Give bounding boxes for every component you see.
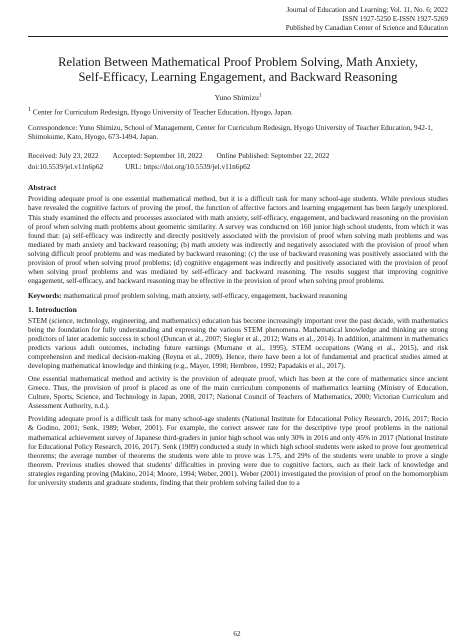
received-date: Received: July 23, 2022 [28, 151, 99, 161]
correspondence: Correspondence: Yuno Shimizu, School of Management, Center for Curriculum Redesign, Hyogo University of Teacher Education, 942-1, Shimokume, Kato, Hyogo, 673-1494, Japan. [28, 122, 433, 141]
dates-line [28, 151, 448, 160]
abstract-text: Providing adequate proof is one essential mathematical method, but it is a difficult task for many school-age students. While previous studies have revealed the cognitive factors of proving the proof, the function of affective factors and learning engagement has been largely unexplored. This study examined the effects and processes associated with math anxiety, self-efficacy, engagement, and backward reasoning on the provision of proof when solving math problems about geometric similarity. A survey was conducted on 160 junior high school students, from which it was found that: (a) self-efficacy was indirectly and directly positively associated with the provision of proof when solving math problems and was mediated by math anxiety and backward reasoning; (b) math anxiety was indirectly and negatively associated with the provision of proof when solving difficult proof problems and was mediated by backward reasoning; (c) the use of backward reasoning was positively associated with the provision of proof when solving proof problems; (d) cognitive engagement was indirectly and positively associated with the provision of proof when solving proof problems and was mediated by self-efficacy and backward reasoning. The results suggest that improving cognitive engagement, self-efficacy, and backward reasoning may be effective in the provision of proof when solving proof problems. [28, 195, 448, 285]
keywords-text: mathematical proof problem solving, math anxiety, self-efficacy, engagement, backward reasoning [61, 291, 348, 300]
author-sup: 1 [258, 93, 262, 99]
online-date: Online Published: September 22, 2022 [216, 151, 330, 161]
keywords [28, 292, 448, 301]
abstract-heading: Abstract [28, 183, 57, 193]
accepted-date: Accepted: September 10, 2022 [112, 151, 203, 161]
journal-issn: ISSN 1927-5250 E-ISSN 1927-5269 [342, 15, 448, 23]
journal-header [28, 0, 448, 33]
header-rule [28, 36, 448, 37]
intro-paragraph-1: STEM (science, technology, engineering, and mathematics) education has become increasingly important over the past decade, with mathematics being the foundation for fully understanding and expressing the various STEM phenomena. Mathematical knowledge and thinking are strong predictors of later academic success in school (Duncan et al., 2007; Siegler et al., 2012; Watts et al., 2014). In addition, attainment in mathematics predicts various adult outcomes, including future earnings (Murnane et al., 1995), STEM occupations (Wang et al., 2015), and risk comprehension and medical decision-making (Reyna et al., 2009). Hence, there have been a lot of fundamental and practical studies aimed at developing mathematical knowledge and thinking (e.g., Mayer, 1998; Hembree, 1992; Papadakis et al., 2017). [28, 316, 448, 371]
affiliation [28, 106, 448, 117]
page-number: 62 [233, 630, 241, 638]
intro-paragraph-3: Providing adequate proof is a difficult task for many school-age students (National Institute for Educational Policy Research, 2016, 2017; Recio & Godino, 2001; Senk, 1989; Weber, 2001). For example, the correct answer rate for the descriptive type proof problems in the national mathematical achievement survey of Japanese third-graders in junior high school was only 30% in 2016 and only 45% in 2017 (National Institute for Educational Policy Research, 2016, 2017). Senk (1989) conducted a study in which high school students were asked to prove four geometrical theorems; the average number of theorems the students were able to prove was 1.75, and 29% of the students were unable to prove a single theorem. Previous studies showed that students' difficulties in proving were due to cognitive factors, such as their lack of knowledge and strategies regarding proving (Makino, 2014; Moore, 1994; Weber, 2001). Weber (2001) investigated the provision of proof on the homomorphism for university students and graduate students, finding that their problem solving failed due to a [28, 415, 448, 487]
paper-title [34, 55, 442, 85]
journal-name: Journal of Education and Learning; Vol. 11, No. 6; 2022 [286, 6, 448, 14]
doi-text: doi:10.5539/jel.v11n6p62 [28, 162, 104, 172]
author [28, 93, 448, 102]
affiliation-text: Center for Curriculum Redesign, Hyogo University of Teacher Education, Hyogo, Japan. [31, 107, 293, 117]
title-line-2: Self-Efficacy, Learning Engagement, and Backward Reasoning [78, 70, 398, 84]
affiliation-sup: 1 [28, 107, 32, 113]
journal-publisher: Published by Canadian Center of Science and Education [285, 24, 448, 32]
keywords-label: Keywords: [28, 291, 62, 300]
introduction-heading: 1. Introduction [28, 304, 77, 314]
intro-paragraph-2: One essential mathematical method and activity is the provision of adequate proof, which has been at the core of mathematics since ancient Greece. Thus, the provision of proof is placed as one of the main curriculum components of mathematics learning (Ministry of Education, Culture, Sports, Science, and Technology in Japan, 2008, 2017; National Council of Teachers of Mathematics, 2000; Victorian Curriculum and Assessment Authority, n.d.). [28, 375, 448, 411]
author-name: Yuno Shimizu [214, 93, 259, 102]
doi-line [28, 162, 448, 171]
doi-url[interactable]: URL: https://doi.org/10.5539/jel.v11n6p62 [125, 162, 251, 172]
title-line-1: Relation Between Mathematical Proof Problem Solving, Math Anxiety, [58, 55, 418, 69]
